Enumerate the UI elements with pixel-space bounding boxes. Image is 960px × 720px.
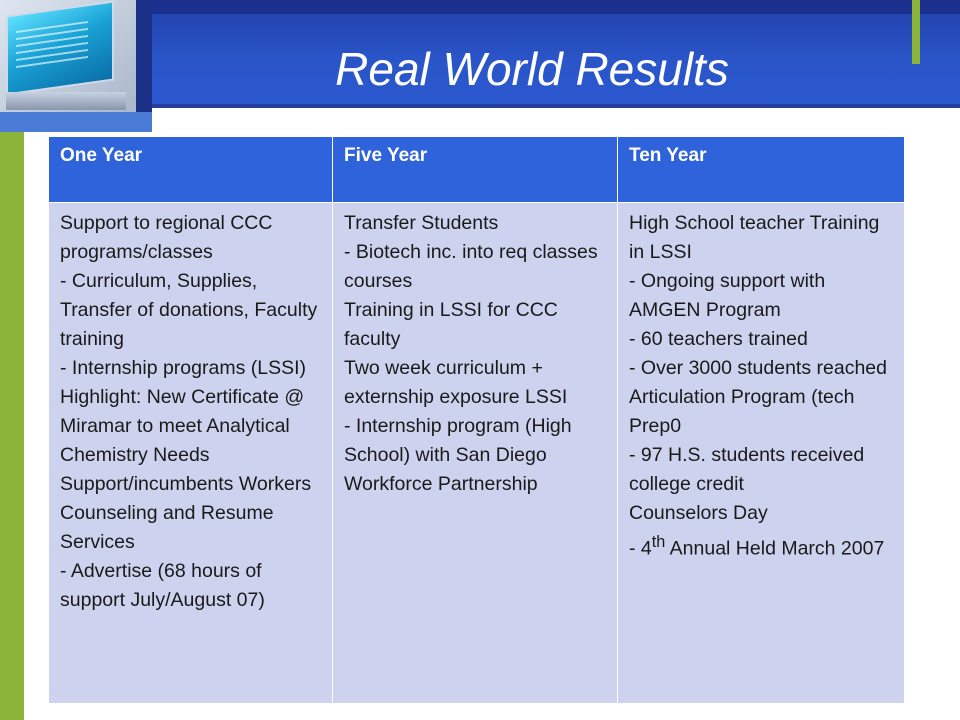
table-row (49, 203, 905, 704)
banner-top-stripe (152, 0, 960, 14)
table-header-row (49, 137, 905, 203)
monitor-base (6, 92, 126, 110)
cell-one-year: Support to regional CCC programs/classes - Curriculum, Supplies, Transfer of donations, Faculty training - Internship programs (LSSI) Highlight: New Certificate @ Miramar to meet Analytical Chemistry Needs Support/incumbents Workers Counseling and Resume Services - Advertise (68 hours of support July/August 07) (49, 203, 333, 704)
green-accent-bar (912, 0, 920, 64)
header-one-year: One Year (49, 137, 333, 203)
cell-five-year: Transfer Students - Biotech inc. into req classes courses Training in LSSI for CCC faculty Two week curriculum + externship exposure LSSI - Internship program (High School) with San Diego Workforce Partnership (333, 203, 618, 704)
header-five-year: Five Year (333, 137, 618, 203)
ordinal-suffix: th (651, 533, 666, 551)
cell-ten-year-text-end: Annual Held March 2007 (665, 537, 885, 560)
cell-ten-year-text: High School teacher Training in LSSI - Ongoing support with AMGEN Program - 60 teachers trained - Over 3000 students reached Articulation Program (tech Prep0 - 97 H.S. students received college credit Counselors Day - 4 (629, 212, 887, 560)
results-table (48, 136, 905, 704)
computer-monitor-logo (0, 0, 152, 132)
left-green-stripe (0, 132, 24, 720)
slide-title: Real World Results (335, 43, 729, 95)
logo-underbar (0, 112, 152, 132)
cell-ten-year (618, 203, 905, 704)
header-ten-year: Ten Year (618, 137, 905, 203)
